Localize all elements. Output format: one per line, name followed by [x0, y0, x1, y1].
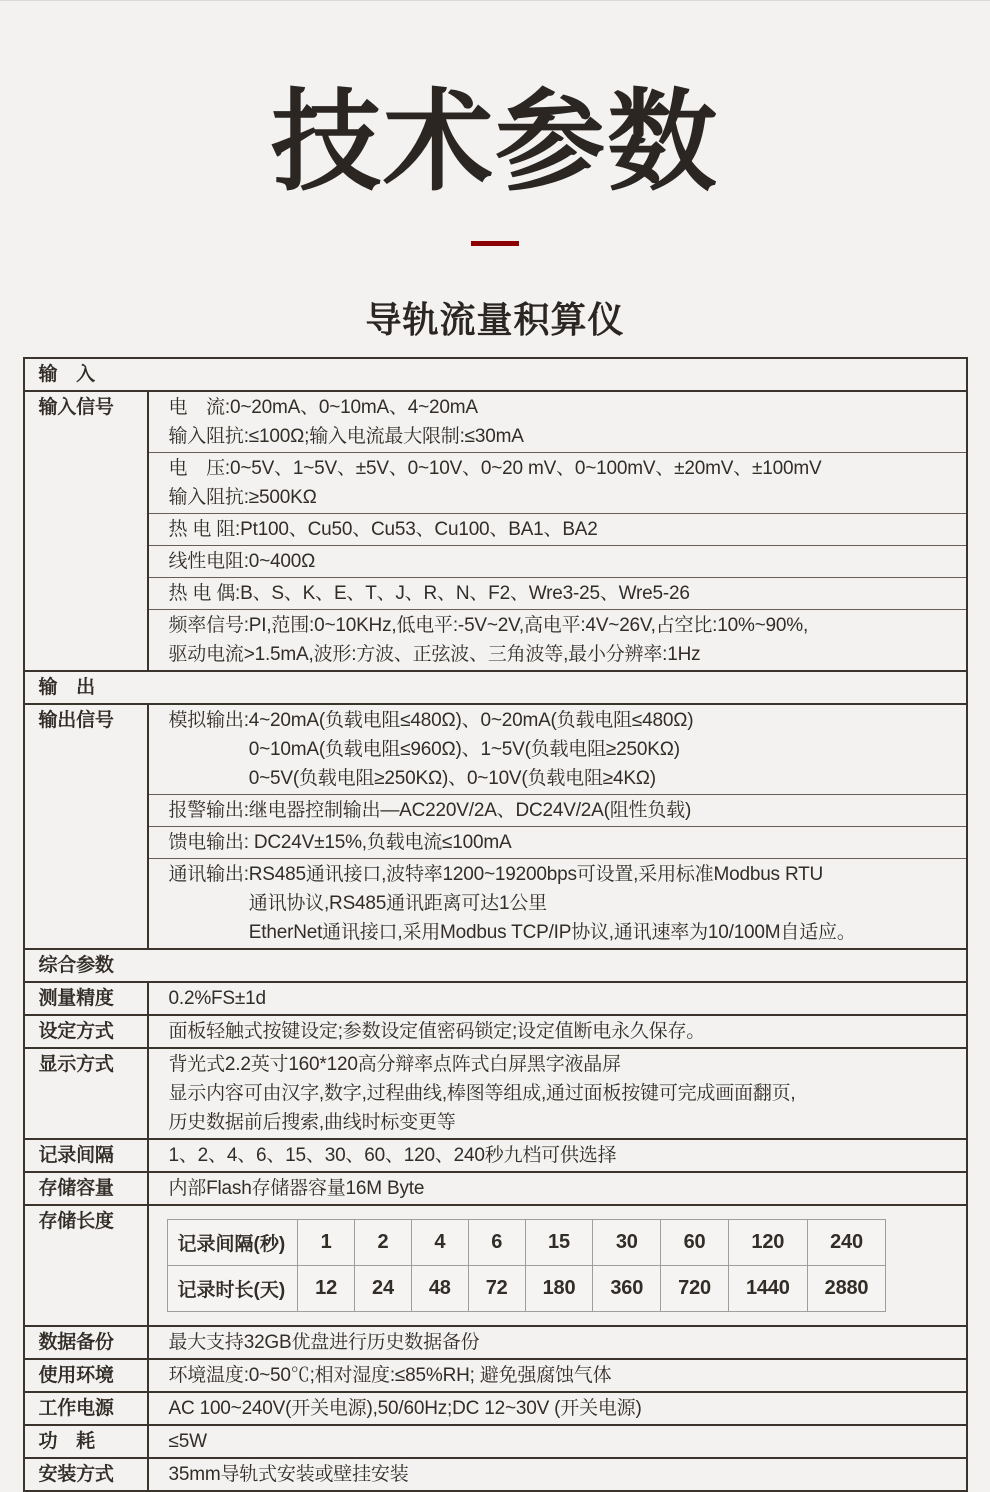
spec-line: 模拟输出:4~20mA(负载电阻≤480Ω)、0~20mA(负载电阻≤480Ω) [168, 709, 694, 731]
spec-row-label: 功 耗 [25, 1426, 149, 1457]
spec-item [149, 858, 966, 948]
storage-value-cell: 2 [355, 1219, 412, 1265]
spec-line: 0.2%FS±1d [168, 987, 266, 1009]
storage-value-cell: 12 [298, 1265, 355, 1311]
section-label: 综合参数 [38, 954, 114, 976]
storage-value-cell: 360 [593, 1265, 661, 1311]
spec-row-content [149, 1393, 966, 1424]
spec-item [149, 1173, 966, 1204]
spec-item [149, 705, 966, 794]
spec-row-label: 存储长度 [25, 1206, 149, 1325]
spec-item [149, 609, 966, 670]
spec-row [25, 1424, 966, 1457]
storage-value-cell: 1440 [728, 1265, 807, 1311]
spec-row-label: 存储容量 [25, 1173, 149, 1204]
spec-line: EtherNet通讯接口,采用Modbus TCP/IP协议,通讯速率为10/100M自适应。 [168, 921, 856, 943]
spec-line: 通讯输出:RS485通讯接口,波特率1200~19200bps可设置,采用标准Modbus RTU [168, 863, 824, 885]
section-label: 输 出 [38, 676, 95, 698]
spec-item [149, 1140, 966, 1171]
spec-row-content [149, 1426, 966, 1457]
spec-row-content [149, 1327, 966, 1358]
spec-row [25, 390, 966, 670]
spec-row-content [149, 1140, 966, 1171]
product-name: 导轨流量积算仪 [365, 298, 625, 340]
spec-item [149, 545, 966, 577]
spec-line: 内部Flash存储器容量16M Byte [168, 1177, 425, 1199]
storage-value-cell: 4 [411, 1219, 468, 1265]
spec-row [25, 1138, 966, 1171]
spec-row-label: 使用环境 [25, 1360, 149, 1391]
spec-row [25, 1358, 966, 1391]
spec-line: 环境温度:0~50℃;相对湿度:≤85%RH; 避免强腐蚀气体 [168, 1364, 612, 1386]
spec-line: 通讯协议,RS485通讯距离可达1公里 [168, 892, 547, 914]
storage-value-cell: 6 [468, 1219, 525, 1265]
spec-row [25, 1171, 966, 1204]
storage-value-cell: 15 [525, 1219, 593, 1265]
section-header-row [25, 359, 966, 390]
spec-line: 驱动电流>1.5mA,波形:方波、正弦波、三角波等,最小分辨率:1Hz [168, 643, 701, 665]
spec-row-content [149, 1016, 966, 1047]
spec-line: 热 电 偶:B、S、K、E、T、J、R、N、F2、Wre3-25、Wre5-26 [168, 582, 690, 604]
spec-line: 0~5V(负载电阻≥250KΩ)、0~10V(负载电阻≥4KΩ) [168, 767, 656, 789]
section-label: 输 入 [38, 363, 95, 385]
spec-item [149, 983, 966, 1014]
spec-line: 显示内容可由汉字,数字,过程曲线,棒图等组成,通过面板按键可完成画面翻页, [168, 1082, 796, 1104]
spec-line: 线性电阻:0~400Ω [168, 550, 316, 572]
spec-item [149, 1459, 966, 1490]
storage-row-header: 记录时长(天) [167, 1265, 298, 1311]
page-title: 技术参数 [271, 81, 719, 204]
title-accent-divider [471, 241, 519, 246]
storage-value-cell: 24 [355, 1265, 412, 1311]
spec-row-content [149, 1459, 966, 1490]
spec-row-content [149, 1049, 966, 1138]
spec-line: 最大支持32GB优盘进行历史数据备份 [168, 1331, 480, 1353]
spec-row-label: 测量精度 [25, 983, 149, 1014]
storage-table [167, 1219, 887, 1312]
spec-row [25, 1204, 966, 1325]
spec-line: 输入阻抗:≤100Ω;输入电流最大限制:≤30mA [168, 425, 524, 447]
storage-value-cell: 2880 [807, 1265, 886, 1311]
spec-item [149, 1360, 966, 1391]
storage-table-row [167, 1265, 886, 1311]
storage-value-cell: 72 [468, 1265, 525, 1311]
spec-row-label: 设定方式 [25, 1016, 149, 1047]
spec-line: 1、2、4、6、15、30、60、120、240秒九档可供选择 [168, 1144, 617, 1166]
spec-row-content [149, 983, 966, 1014]
spec-line: 频率信号:PI,范围:0~10KHz,低电平:-5V~2V,高电平:4V~26V,占空比:10%~90%, [168, 614, 809, 636]
spec-line: 电 压:0~5V、1~5V、±5V、0~10V、0~20 mV、0~100mV、±20mV、±100mV [168, 457, 822, 479]
spec-line: 馈电输出: DC24V±15%,负载电流≤100mA [168, 831, 512, 853]
spec-line: AC 100~240V(开关电源),50/60Hz;DC 12~30V (开关电源) [168, 1397, 642, 1419]
spec-item [149, 1016, 966, 1047]
spec-line: 报警输出:继电器控制输出—AC220V/2A、DC24V/2A(阻性负载) [168, 799, 692, 821]
spec-row-content [149, 1206, 966, 1325]
spec-item [149, 392, 966, 452]
spec-item [149, 1327, 966, 1358]
storage-value-cell: 120 [728, 1219, 807, 1265]
spec-row-label: 输入信号 [25, 392, 149, 670]
spec-table [23, 357, 968, 1492]
spec-row [25, 1391, 966, 1424]
storage-table-wrap [149, 1206, 966, 1325]
spec-line: 背光式2.2英寸160*120高分辩率点阵式白屏黑字液晶屏 [168, 1053, 621, 1075]
section-header-row [25, 670, 966, 703]
spec-line: 35mm导轨式安装或壁挂安装 [168, 1463, 409, 1485]
spec-row-label: 数据备份 [25, 1327, 149, 1358]
spec-line: 0~10mA(负载电阻≤960Ω)、1~5V(负载电阻≥250KΩ) [168, 738, 680, 760]
spec-line: 热 电 阻:Pt100、Cu50、Cu53、Cu100、BA1、BA2 [168, 518, 598, 540]
spec-row-label: 工作电源 [25, 1393, 149, 1424]
spec-item [149, 577, 966, 609]
spec-row-label: 记录间隔 [25, 1140, 149, 1171]
storage-value-cell: 720 [661, 1265, 729, 1311]
spec-row [25, 1047, 966, 1138]
spec-line: 电 流:0~20mA、0~10mA、4~20mA [168, 396, 478, 418]
storage-value-cell: 180 [525, 1265, 593, 1311]
spec-line: ≤5W [168, 1430, 207, 1452]
spec-item [149, 1393, 966, 1424]
spec-row [25, 703, 966, 948]
spec-row-content [149, 705, 966, 948]
spec-item [149, 452, 966, 513]
spec-row-label: 显示方式 [25, 1049, 149, 1138]
spec-line: 历史数据前后搜索,曲线时标变更等 [168, 1111, 456, 1133]
spec-item [149, 1426, 966, 1457]
spec-line: 面板轻触式按键设定;参数设定值密码锁定;设定值断电永久保存。 [168, 1020, 706, 1042]
storage-value-cell: 30 [593, 1219, 661, 1265]
spec-item [149, 794, 966, 826]
spec-row [25, 1457, 966, 1490]
spec-item [149, 513, 966, 545]
spec-item [149, 1049, 966, 1138]
spec-row-label: 输出信号 [25, 705, 149, 948]
spec-row-label: 安装方式 [25, 1459, 149, 1490]
storage-value-cell: 240 [807, 1219, 886, 1265]
spec-row [25, 981, 966, 1014]
storage-row-header: 记录间隔(秒) [167, 1219, 298, 1265]
spec-row [25, 1014, 966, 1047]
spec-row-content [149, 392, 966, 670]
storage-value-cell: 60 [661, 1219, 729, 1265]
storage-table-row [167, 1219, 886, 1265]
storage-value-cell: 1 [298, 1219, 355, 1265]
spec-row-content [149, 1360, 966, 1391]
spec-sheet [0, 81, 990, 1492]
spec-row-content [149, 1173, 966, 1204]
storage-value-cell: 48 [411, 1265, 468, 1311]
section-header-row [25, 948, 966, 981]
spec-row [25, 1325, 966, 1358]
spec-item [149, 826, 966, 858]
spec-line: 输入阻抗:≥500KΩ [168, 486, 317, 508]
